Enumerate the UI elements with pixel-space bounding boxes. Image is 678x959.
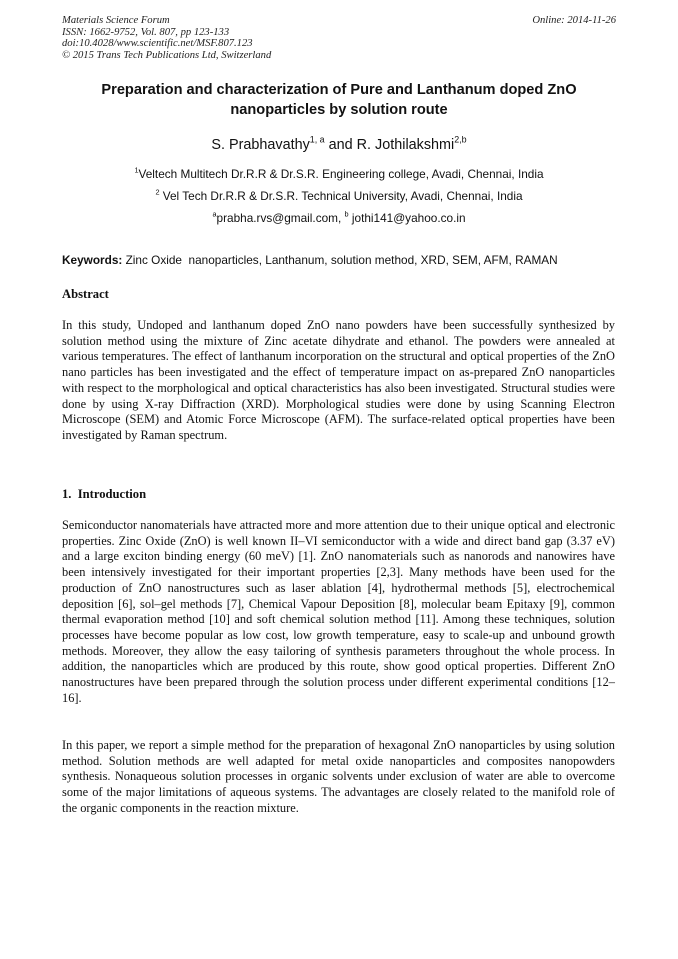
email-b-marker: b <box>344 209 349 219</box>
affiliation-2 <box>62 189 616 203</box>
keywords <box>62 253 616 267</box>
author-line <box>62 136 616 154</box>
email-b: jothi141@yahoo.co.in <box>348 211 466 225</box>
introduction-heading: 1. Introduction <box>62 487 147 501</box>
introduction-paragraph-2: In this paper, we report a simple method for the preparation of hexagonal ZnO nanoparticles by using solution method. Solution methods are well adapted for metal oxide nanoparticles and composites nanopowders synthesis. Nonaqueous solution processes in organic solvents under exclusion of water are able to overcome some of the major limitations of aqueous systems. The advantages are closely related to the manifold role of the organic components in the reaction mixture. <box>62 738 615 815</box>
author-2: R. Jothilakshmi <box>356 137 455 153</box>
issn-line: ISSN: 1662-9752, Vol. 807, pp 123-133 <box>62 26 230 38</box>
keywords-text: Zinc Oxide nanoparticles, Lanthanum, solution method, XRD, SEM, AFM, RAMAN <box>122 253 558 267</box>
online-date: Online: 2014-11-26 <box>532 15 616 26</box>
keywords-label: Keywords: <box>62 253 123 267</box>
affiliation-2-text: Vel Tech Dr.R.R & Dr.S.R. Technical University, Avadi, Chennai, India <box>159 189 523 203</box>
author-1: S. Prabhavathy <box>211 137 310 153</box>
email-a: prabha.rvs@gmail.com, <box>216 211 345 225</box>
journal-name: Materials Science Forum <box>62 15 170 26</box>
author-conjunction: and <box>324 137 357 153</box>
paper-title: Preparation and characterization of Pure and Lanthanum doped ZnO nanoparticles by solution route <box>101 82 577 118</box>
abstract-text: In this study, Undoped and lanthanum doped ZnO nano powders have been successfully synthesized by solution method using the mixture of Zinc acetate dihydrate and ethanol. The powders were annealed at various temperatures. The effect of lanthanum incorporation on the structural and optical properties of the ZnO nano particles has been investigated and the effect of temperature impact on as-prepared ZnO nanoparticles with respect to the morphological and optical characteristics has also been investigated. Structural studies were done by using X-ray Diffraction (XRD). Morphological studies were done by using Scanning Electron Microscope (SEM) and Atomic Force Microscope (AFM). The surface-related optical properties have been investigated by Raman spectrum. <box>62 318 615 442</box>
affiliation-1-marker: 1 <box>134 165 139 175</box>
abstract-heading: Abstract <box>62 287 109 301</box>
affiliation-2-marker: 2 <box>155 187 160 197</box>
author-1-affiliation: 1, a <box>309 134 325 145</box>
affiliation-1-text: Veltech Multitech Dr.R.R & Dr.S.R. Engineering college, Avadi, Chennai, India <box>138 167 544 181</box>
email-a-marker: a <box>212 209 217 219</box>
email-line <box>62 211 616 225</box>
affiliation-1 <box>62 167 616 181</box>
author-2-affiliation: 2,b <box>454 134 467 145</box>
journal-header <box>62 15 271 61</box>
doi-line: doi:10.4028/www.scientific.net/MSF.807.123 <box>62 38 253 50</box>
copyright-line: © 2015 Trans Tech Publications Ltd, Switzerland <box>62 49 272 61</box>
introduction-paragraph-1: Semiconductor nanomaterials have attracted more and more attention due to their unique optical and electronic properties. Zinc Oxide (ZnO) is well known II–VI semiconductor with a wide and direct band gap (3.37 eV) and a large exciton binding energy (60 meV) [1]. ZnO nanomaterials such as nanorods and nanowires have been intensively investigated for their important properties [2,3]. Many methods have been used for the production of ZnO nanostructures such as laser ablation [4], hydrothermal methods [5], electrochemical deposition [6], sol–gel methods [7], Chemical Vapour Deposition [8], molecular beam Epitaxy [9], common thermal evaporation method [10] and soft chemical solution method [11]. Among these techniques, solution processes have become popular as low cost, low growth temperature, easy to scale-up and unbound growth methods. Moreover, they allow the easy tailoring of synthesis parameters throughout the whole process. In addition, the nanoparticles which are produced by this route, show good optical properties. Different ZnO nanostructures have been prepared through the solution process under different experimental conditions [12–16]. <box>62 518 615 705</box>
